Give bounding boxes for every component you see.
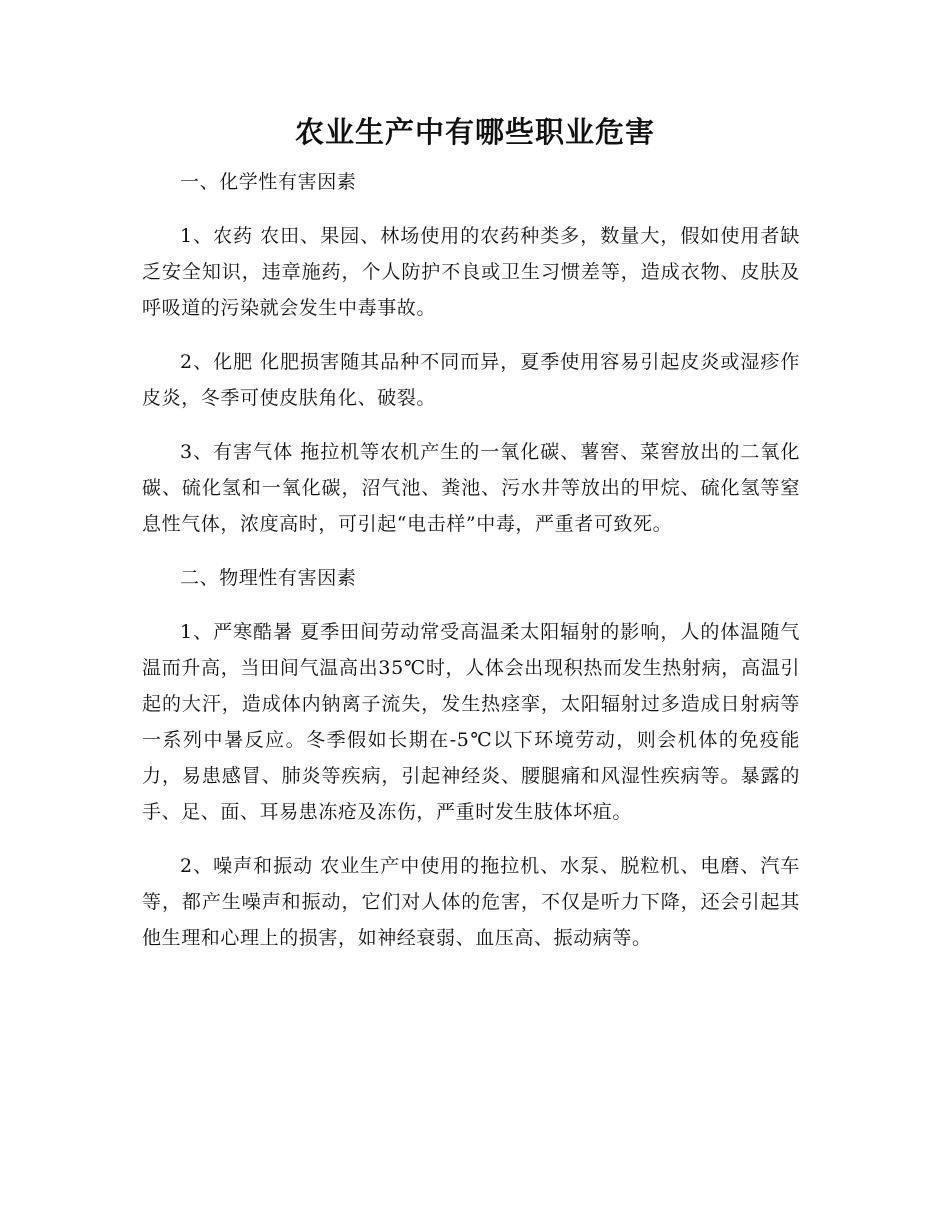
paragraph-noise-vibration: 2、噪声和振动 农业生产中使用的拖拉机、水泵、脱粒机、电磨、汽车等，都产生噪声和振动，它们对人体的危害，不仅是听力下降，还会引起其他生理和心理上的损害，如神经衰弱、血压高、振动病等。: [142, 855, 800, 949]
paragraph-pesticides: 1、农药 农田、果园、林场使用的农药种类多，数量大，假如使用者缺乏安全知识，违章施药，个人防护不良或卫生习惯差等，造成衣物、皮肤及呼吸道的污染就会发生中毒事故。: [142, 225, 800, 319]
section-heading-physical: 二、物理性有害因素: [180, 567, 357, 589]
paragraph-fertilizers: 2、化肥 化肥损害随其品种不同而异，夏季使用容易引起皮炎或湿疹作皮炎，冬季可使皮肤角化、破裂。: [142, 351, 800, 409]
paragraph-extreme-temperature: 1、严寒酷暑 夏季田间劳动常受高温柔太阳辐射的影响，人的体温随气温而升高，当田间气温高出35℃时，人体会出现积热而发生热射病，高温引起的大汗，造成体内钠离子流失，发生热痉挛，太阳辐射过多造成日射病等一系列中暑反应。冬季假如长期在-5℃以下环境劳动，则会机体的免疫能力，易患感冒、肺炎等疾病，引起神经炎、腰腿痛和风湿性疾病等。暴露的手、足、面、耳易患冻疮及冻伤，严重时发生肢体坏疽。: [142, 621, 800, 823]
paragraph-harmful-gases: 3、有害气体 拖拉机等农机产生的一氧化碳、薯窖、菜窖放出的二氧化碳、硫化氢和一氧化碳，沼气池、粪池、污水井等放出的甲烷、硫化氢等窒息性气体，浓度高时，可引起“电击样”中毒，严重者可致死。: [142, 441, 800, 535]
page-title: 农业生产中有哪些职业危害: [294, 115, 655, 149]
section-heading-chemical: 一、化学性有害因素: [180, 171, 357, 193]
document-body: [142, 164, 800, 974]
